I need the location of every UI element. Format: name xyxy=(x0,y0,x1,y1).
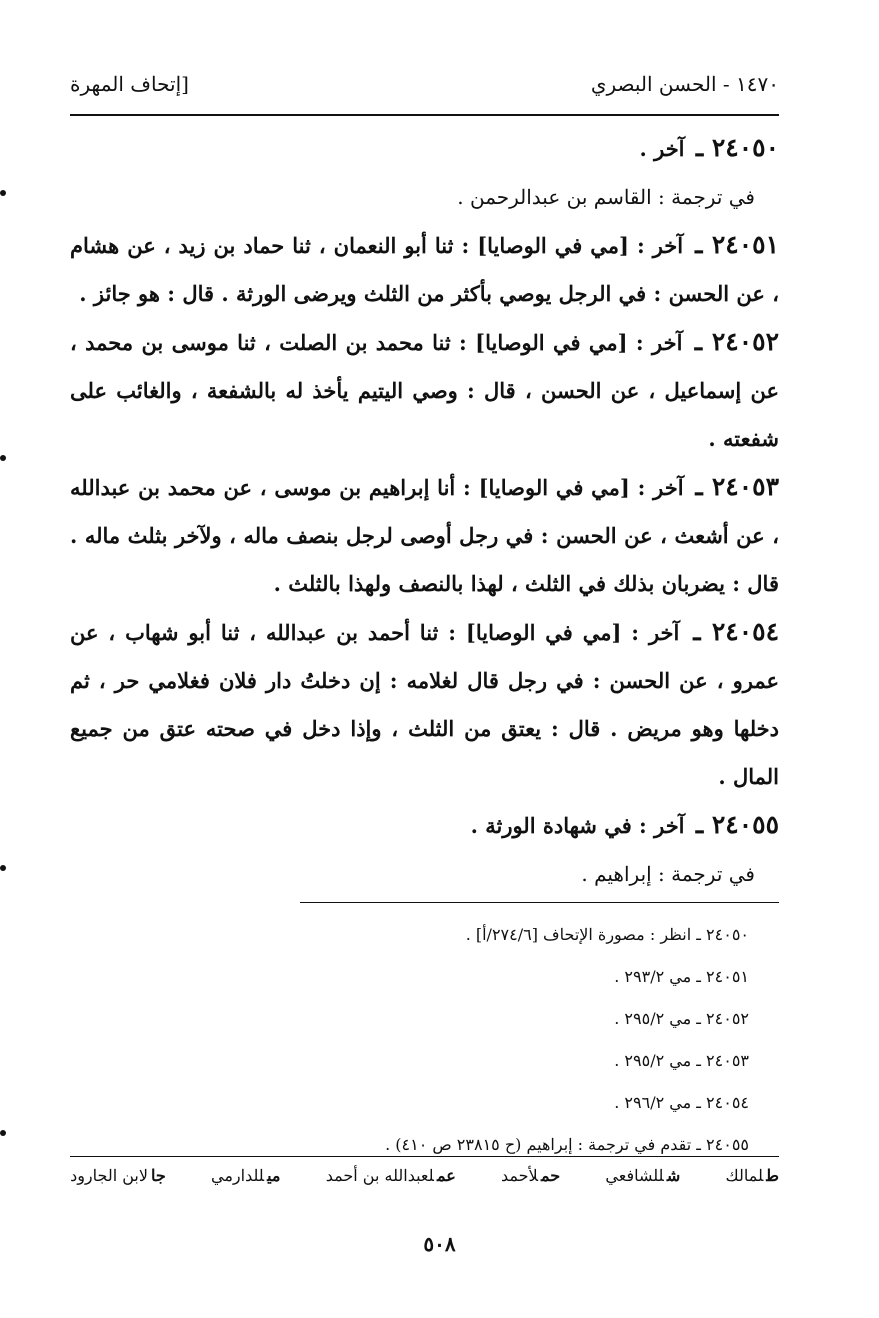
abbreviation: ميللدارمي xyxy=(211,1166,281,1185)
entry-24050: ٢٤٠٥٠ ـ آخر . xyxy=(639,133,779,162)
header-rule xyxy=(70,114,779,116)
footnote: ٢٤٠٥٤ ـ مي ٢٩٦/٢ . xyxy=(614,1093,749,1112)
entry-24052: ٢٤٠٥٢ ـ آخر : [مي في الوصايا] : ثنا محمد بن الصلت ، ثنا موسى بن محمد ، عن إسماعيل ، عن الحسن ، قال : وصي اليتيم يأخذ له بالشفعة ، والغائب على شفعته . xyxy=(70,327,780,451)
footnote: ٢٤٠٥٠ ـ انظر : مصورة الإتحاف [٢٧٤/٦/أ] . xyxy=(465,925,749,944)
entry-24055: ٢٤٠٥٥ ـ آخر : في شهادة الورثة . xyxy=(470,810,779,839)
abbreviation: حملأحمد xyxy=(500,1166,561,1185)
footnote-rule xyxy=(300,902,779,903)
entry-24050-note: في ترجمة : القاسم بن عبدالرحمن . xyxy=(457,185,755,209)
footnote: ٢٤٠٥٣ ـ مي ٢٩٥/٢ . xyxy=(614,1051,749,1070)
entry-24053: ٢٤٠٥٣ ـ آخر : [مي في الوصايا] : أنا إبراهيم بن موسى ، عن محمد بن عبدالله ، عن أشعث ، عن الحسن : في رجل أوصى لرجل بنصف ماله ، ولآخر بثلث ماله . قال : يضربان بذلك في الثلث ، لهذا بالنصف ولهذا بالثلث . xyxy=(70,472,779,596)
entry-24054: ٢٤٠٥٤ ـ آخر : [مي في الوصايا] : ثنا أحمد بن عبدالله ، ثنا أبو شهاب ، عن عمرو ، عن الحسن : في رجل قال لغلامه : إن دخلتُ دار فلان فغلامي حر ، ثم دخلها وهو مريض . قال : يعتق من الثلث ، وإذا دخل في صحته عتق من جميع المال . xyxy=(70,617,780,789)
page-number: ٥٠٨ xyxy=(423,1232,456,1256)
header-chapter: ١٤٧٠ - الحسن البصري xyxy=(590,72,779,96)
main-text xyxy=(70,124,779,898)
running-header xyxy=(70,64,779,104)
abbreviation: جالابن الجارود xyxy=(70,1166,166,1185)
footnote: ٢٤٠٥٢ ـ مي ٢٩٥/٢ . xyxy=(614,1009,749,1028)
abbreviation: عملعبدالله بن أحمد xyxy=(325,1166,456,1185)
entry-24051: ٢٤٠٥١ ـ آخر : [مي في الوصايا] : ثنا أبو النعمان ، ثنا حماد بن زيد ، عن هشام ، عن الحسن : في الرجل يوصي بأكثر من الثلث ويرضى الورثة . قال : هو جائز . xyxy=(70,230,780,306)
abbreviation: طلمالك xyxy=(725,1166,779,1185)
entry-24055-note: في ترجمة : إبراهيم . xyxy=(581,862,755,886)
scan-mark xyxy=(0,455,6,461)
abbreviations-rule xyxy=(70,1156,779,1157)
footnote: ٢٤٠٥٥ ـ تقدم في ترجمة : إبراهيم (ح ٢٣٨١٥ ص ٤١٠) . xyxy=(385,1135,749,1154)
footnote: ٢٤٠٥١ ـ مي ٢٩٣/٢ . xyxy=(614,967,749,986)
scan-mark xyxy=(0,865,6,871)
scan-mark xyxy=(0,1130,6,1136)
header-book-title: [إتحاف المهرة xyxy=(70,72,189,96)
scan-mark xyxy=(0,190,6,196)
abbreviations-key xyxy=(70,1166,779,1185)
abbreviation: شللشافعي xyxy=(605,1166,681,1185)
footnotes xyxy=(70,914,779,1166)
